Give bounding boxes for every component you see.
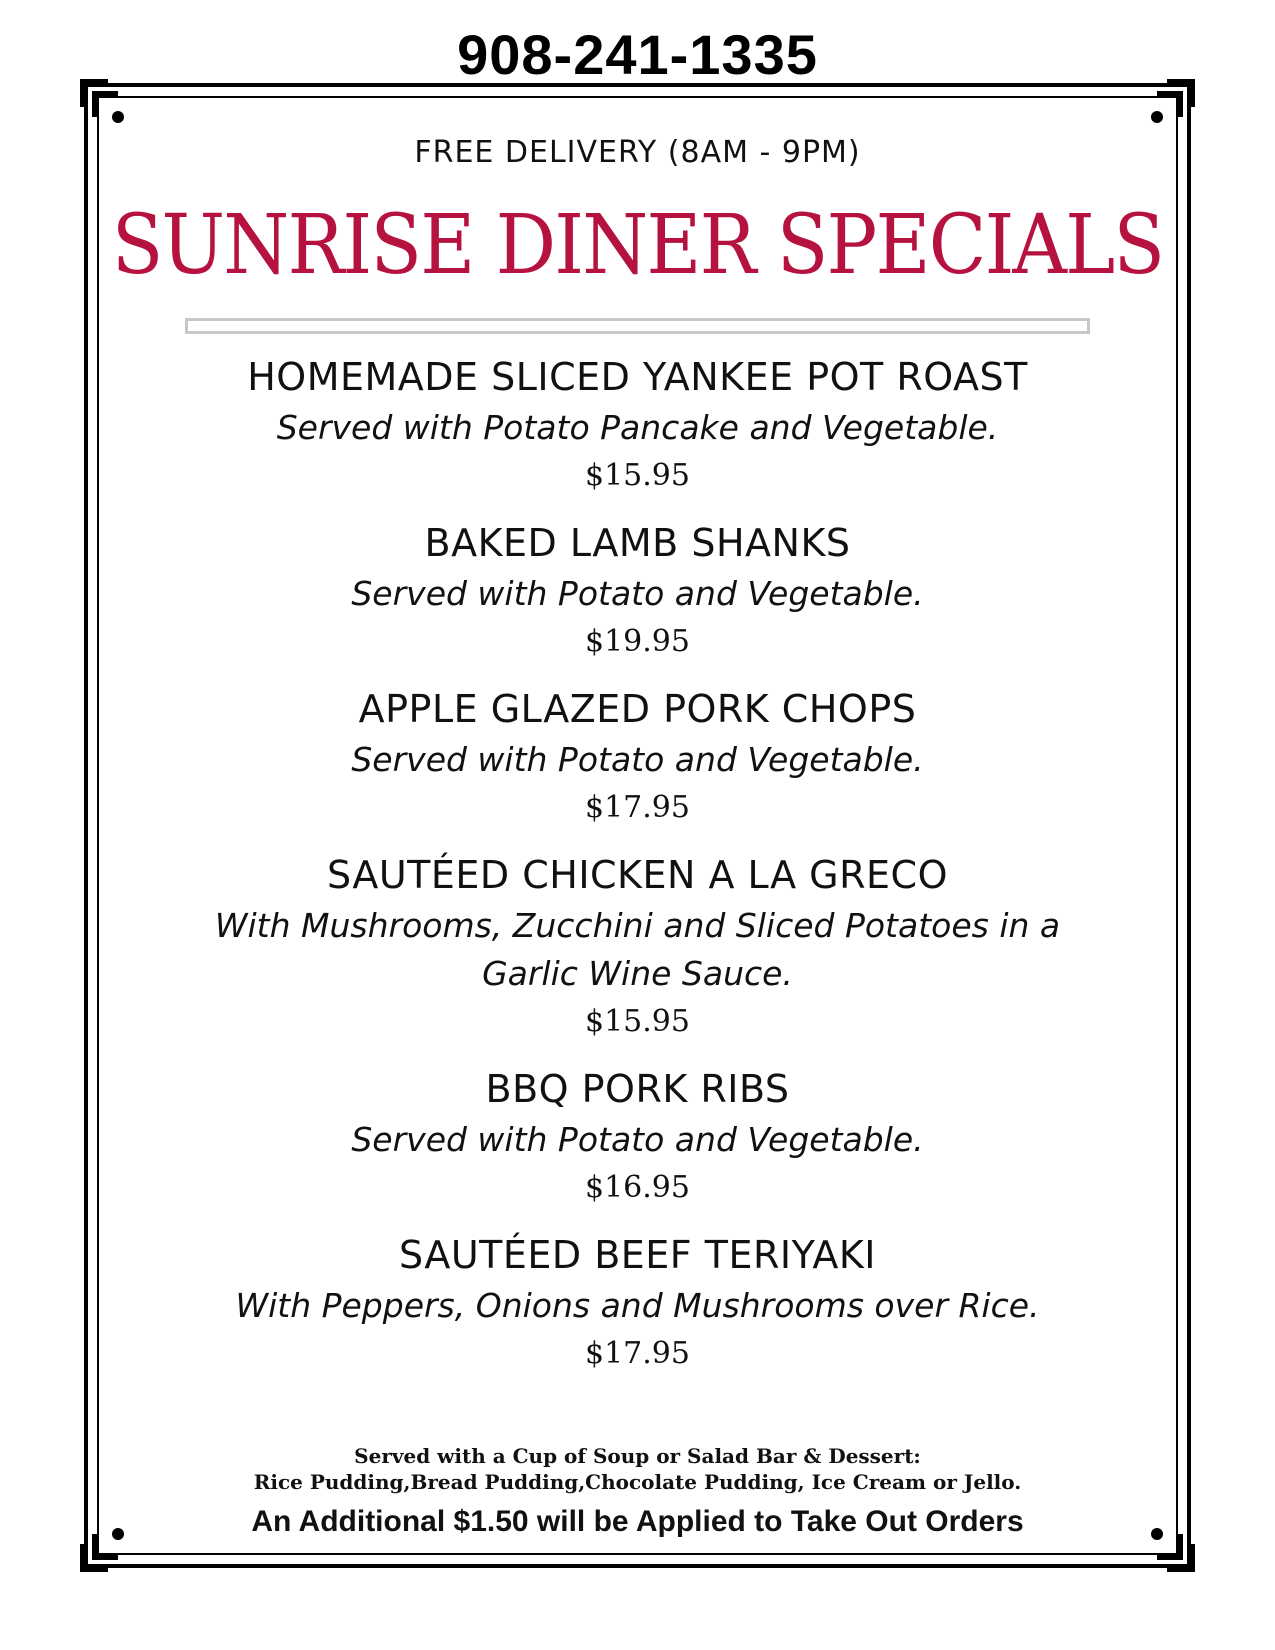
item-price: $15.95 — [585, 458, 690, 493]
menu-item — [150, 1062, 1125, 1212]
item-description: Served with Potato Pancake and Vegetable. — [276, 408, 999, 447]
dessert-options: Rice Pudding,Bread Pudding,Chocolate Pudding, Ice Cream or Jello. — [253, 1470, 1022, 1494]
item-description: Served with Potato and Vegetable. — [351, 1120, 924, 1159]
item-name: BAKED LAMB SHANKS — [424, 521, 851, 565]
item-price: $15.95 — [585, 1004, 690, 1039]
item-description: Served with Potato and Vegetable. — [351, 574, 924, 613]
corner-ornament-icon — [78, 77, 142, 141]
menu-item — [150, 848, 1125, 1046]
item-description: With Peppers, Onions and Mushrooms over Rice. — [235, 1286, 1040, 1325]
item-name: SAUTÉED BEEF TERIYAKI — [399, 1233, 876, 1277]
phone-number: 908-241-1335 — [457, 23, 818, 86]
specials-list — [150, 350, 1125, 1394]
takeout-surcharge-note: An Additional $1.50 will be Applied to Take Out Orders — [251, 1505, 1024, 1538]
item-description: With Mushrooms, Zucchini and Sliced Potatoes in a Garlic Wine Sauce. — [214, 906, 1061, 993]
item-name: SAUTÉED CHICKEN A LA GRECO — [327, 853, 948, 897]
menu-item — [150, 682, 1125, 832]
menu-item — [150, 350, 1125, 500]
item-price: $17.95 — [585, 790, 690, 825]
corner-ornament-icon — [1133, 77, 1197, 141]
item-price: $17.95 — [585, 1336, 690, 1371]
item-name: APPLE GLAZED PORK CHOPS — [358, 687, 917, 731]
served-with-note: Served with a Cup of Soup or Salad Bar & Dessert: — [354, 1444, 921, 1468]
menu-item — [150, 1228, 1125, 1378]
item-price: $19.95 — [585, 624, 690, 659]
item-name: BBQ PORK RIBS — [485, 1067, 790, 1111]
item-price: $16.95 — [585, 1170, 690, 1205]
title-divider — [185, 318, 1090, 334]
menu-item — [150, 516, 1125, 666]
item-name: HOMEMADE SLICED YANKEE POT ROAST — [247, 355, 1028, 399]
delivery-note: FREE DELIVERY (8AM - 9PM) — [414, 135, 861, 170]
item-description: Served with Potato and Vegetable. — [351, 740, 924, 779]
page-title: SUNRISE DINER SPECIALS — [111, 198, 1164, 293]
